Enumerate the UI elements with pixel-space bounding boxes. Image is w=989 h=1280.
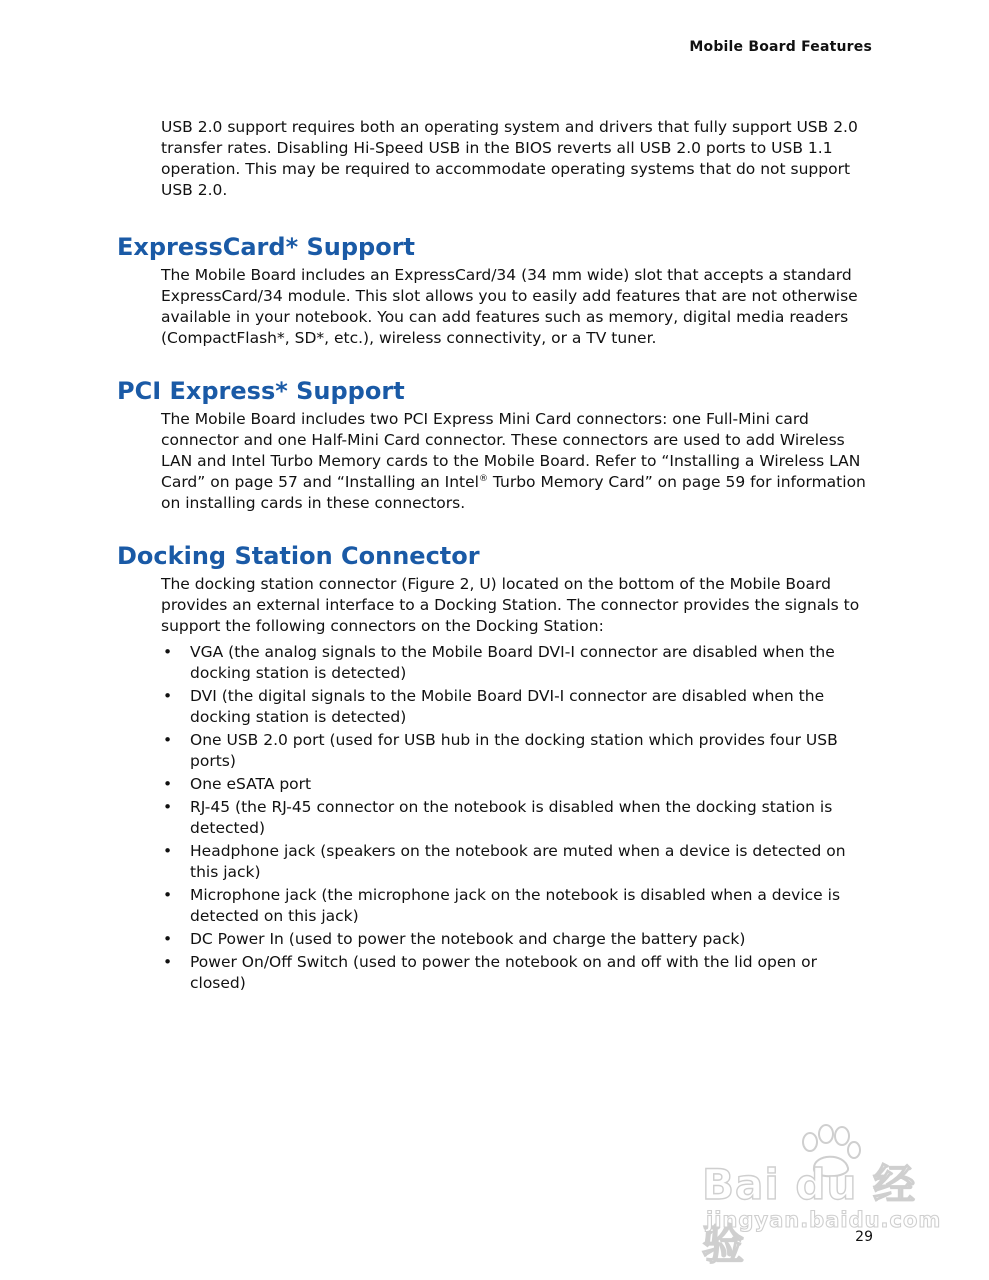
list-item-text: VGA (the analog signals to the Mobile Board DVI-I connector are disabled when the docking station is detected) bbox=[190, 643, 835, 682]
docking-connector-list bbox=[161, 642, 877, 994]
list-item-text: RJ-45 (the RJ-45 connector on the notebook is disabled when the docking station is detected) bbox=[190, 798, 833, 837]
bullet-icon: • bbox=[163, 953, 173, 971]
list-item bbox=[161, 929, 877, 950]
list-item-text: One eSATA port bbox=[190, 775, 312, 793]
list-item-text: One USB 2.0 port (used for USB hub in the docking station which provides four USB ports) bbox=[190, 731, 838, 770]
list-item bbox=[161, 841, 877, 883]
list-item-text: Headphone jack (speakers on the notebook are muted when a device is detected on this jack) bbox=[190, 842, 846, 881]
running-header-title: Mobile Board Features bbox=[689, 39, 872, 55]
intro-paragraph: USB 2.0 support requires both an operating system and drivers that fully support USB 2.0 transfer rates. Disabling Hi-Speed USB in the BIOS reverts all USB 2.0 ports to USB 1.1 operation. This may be required to accommodate operating systems that do not support USB 2.0. bbox=[161, 118, 858, 199]
bullet-icon: • bbox=[163, 886, 173, 904]
list-item bbox=[161, 730, 877, 772]
expresscard-heading: ExpressCard* Support bbox=[117, 233, 415, 261]
watermark-url: jingyan.baidu.com bbox=[706, 1208, 942, 1232]
pci-express-text-part-2: Turbo Memory Card” on page 59 for information on installing cards in these connectors. bbox=[161, 473, 866, 512]
list-item bbox=[161, 642, 877, 684]
page-content bbox=[117, 117, 877, 996]
pci-express-heading: PCI Express* Support bbox=[117, 377, 405, 405]
registered-trademark-mark: ® bbox=[478, 473, 488, 484]
list-item-text: Microphone jack (the microphone jack on the notebook is disabled when a device is detected on this jack) bbox=[190, 886, 841, 925]
list-item-text: DC Power In (used to power the notebook and charge the battery pack) bbox=[190, 930, 746, 948]
baidu-jingyan-watermark bbox=[700, 1130, 942, 1269]
bullet-icon: • bbox=[163, 842, 173, 860]
bullet-icon: • bbox=[163, 687, 173, 705]
list-item-text: Power On/Off Switch (used to power the notebook on and off with the lid open or closed) bbox=[190, 953, 818, 992]
bullet-icon: • bbox=[163, 643, 173, 661]
bullet-icon: • bbox=[163, 731, 173, 749]
list-item bbox=[161, 686, 877, 728]
page-number: 29 bbox=[855, 1229, 873, 1245]
bullet-icon: • bbox=[163, 775, 173, 793]
pci-express-text-part-1: The Mobile Board includes two PCI Express Mini Card connectors: one Full-Mini card connector and one Half-Mini Card connector. These connectors are used to add Wireless LAN and Intel Turbo Memory cards to the Mobile Board. Refer to “Installing a Wireless LAN Card” on page 57 and “Installing an Intel bbox=[161, 410, 861, 491]
bullet-icon: • bbox=[163, 930, 173, 948]
docking-heading: Docking Station Connector bbox=[117, 542, 480, 570]
list-item-text: DVI (the digital signals to the Mobile Board DVI-I connector are disabled when the docking station is detected) bbox=[190, 687, 825, 726]
list-item bbox=[161, 774, 877, 795]
expresscard-paragraph: The Mobile Board includes an ExpressCard/34 (34 mm wide) slot that accepts a standard ExpressCard/34 module. This slot allows you to easily add features that are not otherwise available in your notebook. You can add features such as memory, digital media readers (CompactFlash*, SD*, etc.), wireless connectivity, or a TV tuner. bbox=[161, 266, 858, 347]
watermark-brand: Bai du 经验 bbox=[702, 1160, 916, 1269]
list-item bbox=[161, 797, 877, 839]
list-item bbox=[161, 885, 877, 927]
bullet-icon: • bbox=[163, 798, 173, 816]
list-item bbox=[161, 952, 877, 994]
pci-express-paragraph bbox=[161, 409, 877, 514]
docking-paragraph: The docking station connector (Figure 2, U) located on the bottom of the Mobile Board provides an external interface to a Docking Station. The connector provides the signals to support the following connectors on the Docking Station: bbox=[161, 575, 860, 635]
